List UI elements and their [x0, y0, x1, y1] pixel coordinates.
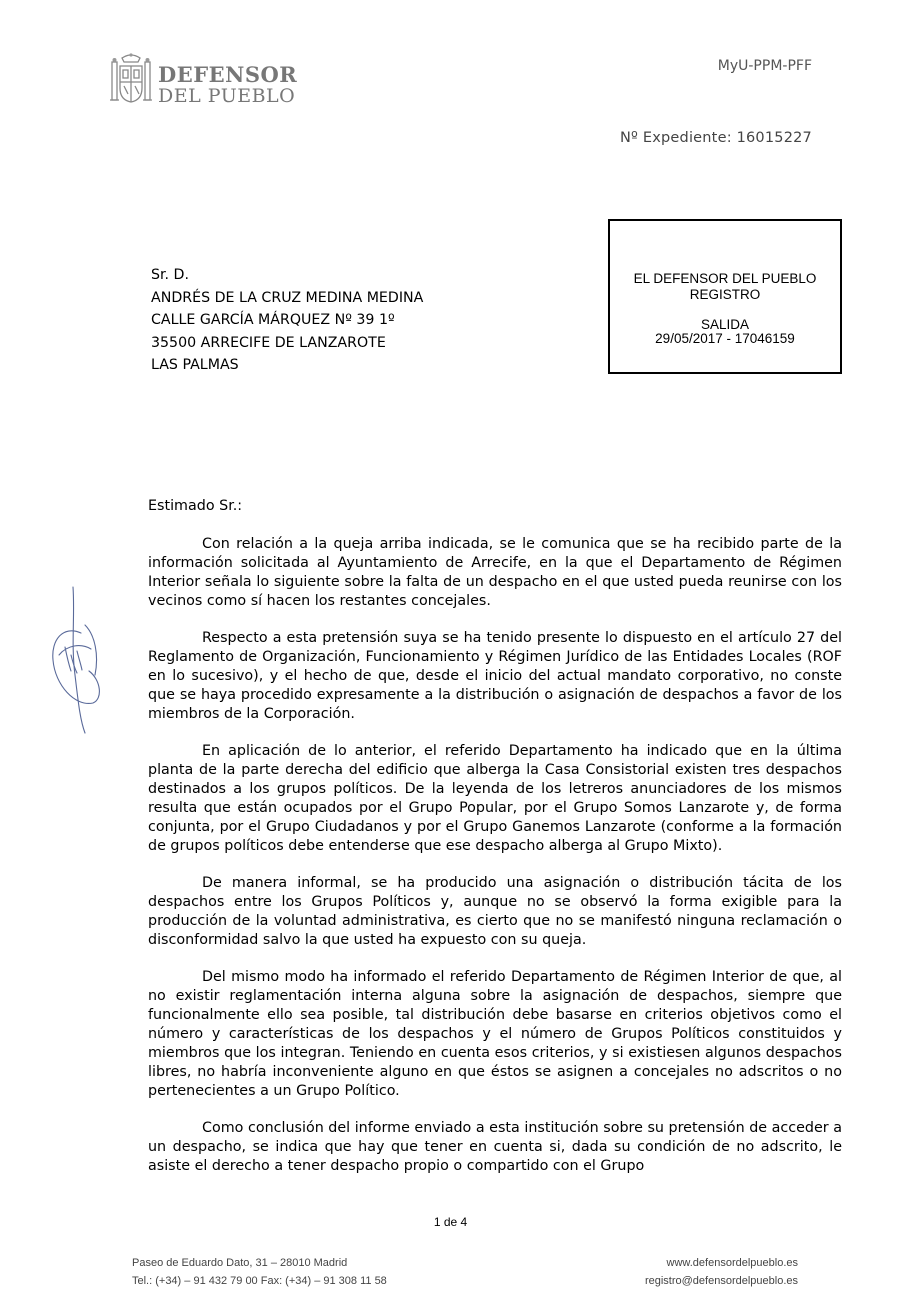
address-line: ANDRÉS DE LA CRUZ MEDINA MEDINA — [151, 289, 424, 306]
registry-title: EL DEFENSOR DEL PUEBLO — [633, 271, 817, 286]
handwritten-signature — [45, 585, 105, 735]
logo-line-1: DEFENSOR — [158, 62, 298, 87]
letter-body — [148, 535, 842, 1194]
registry-subtitle: REGISTRO — [689, 287, 761, 302]
address-line: Sr. D. — [151, 267, 189, 283]
body-paragraph: Como conclusión del informe enviado a esta institución sobre su pretensión de acceder a un despacho, se indica que hay que tener en cuenta si, dada su condición de no adscrito, le asiste el derecho a tener despacho propio o compartido con el Grupo — [148, 1120, 842, 1174]
address-line: CALLE GARCÍA MÁRQUEZ Nº 39 1º — [151, 312, 395, 328]
logo-wordmark — [158, 64, 297, 106]
footer-phone: Tel.: (+34) – 91 432 79 00 Fax: (+34) – 91 308 11 58 — [132, 1275, 387, 1287]
body-paragraph: De manera informal, se ha producido una asignación o distribución tácita de los despachos entre los Grupos Políticos y, aunque no se observó la forma exigible para la producción de la voluntad administrativa, es cierto que no se manifestó ninguna reclamación o disconformidad salvo la que usted ha expuesto con su queja. — [148, 875, 842, 948]
registry-salida: SALIDA — [700, 317, 750, 332]
footer-email-link[interactable]: registro@defensordelpueblo.es — [644, 1275, 798, 1287]
footer-address: Paseo de Eduardo Dato, 31 – 28010 Madrid — [132, 1257, 348, 1269]
body-paragraph: Del mismo modo ha informado el referido Departamento de Régimen Interior de que, al no existir reglamentación interna alguna sobre la asignación de despachos, siempre que funcionalmente ello sea posible, tal distribución debe basarse en criterios objetivos como el número y características de los despachos y el número de Grupos Políticos constituidos y miembros que los integran. Teniendo en cuenta esos criterios, y si existiesen algunos despachos libres, no habría inconveniente alguno en que éstos se asignen a concejales no adscritos o no pertenecientes a un Grupo Político. — [148, 969, 842, 1099]
reference-code: MyU-PPM-PFF — [717, 58, 812, 74]
expediente-number: Nº Expediente: 16015227 — [619, 130, 812, 146]
letter-greeting: Estimado Sr.: — [148, 498, 243, 514]
address-line: LAS PALMAS — [151, 357, 239, 373]
body-paragraph: En aplicación de lo anterior, el referido Departamento ha indicado que en la última planta de la parte derecha del edificio que alberga la Casa Consistorial existen tres despachos destinados a los grupos políticos. De la leyenda de los letreros anunciadores de los mismos resulta que están ocupados por el Grupo Popular, por el Grupo Somos Lanzarote y, de forma conjunta, por el Grupo Ciudadanos y por el Grupo Ganemos Lanzarote (conforme a la formación de grupos políticos debe entenderse que ese despacho alberga al Grupo Mixto). — [148, 743, 842, 854]
body-paragraph: Con relación a la queja arriba indicada, se le comunica que se ha recibido parte de la información solicitada al Ayuntamiento de Arrecife, en la que el Departamento de Régimen Interior señala lo siguiente sobre la falta de un despacho en el que usted pueda reunirse con los vecinos como sí hacen los restantes concejales. — [148, 536, 842, 609]
recipient-address — [151, 264, 423, 377]
page-number: 1 de 4 — [433, 1215, 468, 1229]
coat-of-arms-icon — [108, 52, 154, 106]
body-paragraph: Respecto a esta pretensión suya se ha tenido presente lo dispuesto en el artículo 27 del Reglamento de Organización, Funcionamiento y Régimen Jurídico de las Entidades Locales (ROF en lo sucesivo), y el hecho de que, desde el inicio del actual mandato corporativo, no conste que se haya procedido expresamente a la distribución o asignación de despachos a favor de los miembros de la Corporación. — [148, 630, 842, 722]
logo-line-2: DEL PUEBLO — [158, 85, 296, 107]
address-line: 35500 ARRECIFE DE LANZAROTE — [151, 334, 386, 351]
footer-website-link[interactable]: www.defensordelpueblo.es — [666, 1257, 798, 1269]
defensor-logo — [108, 52, 308, 108]
registry-stamp — [608, 219, 842, 374]
registry-date: 29/05/2017 - 17046159 — [655, 331, 795, 346]
